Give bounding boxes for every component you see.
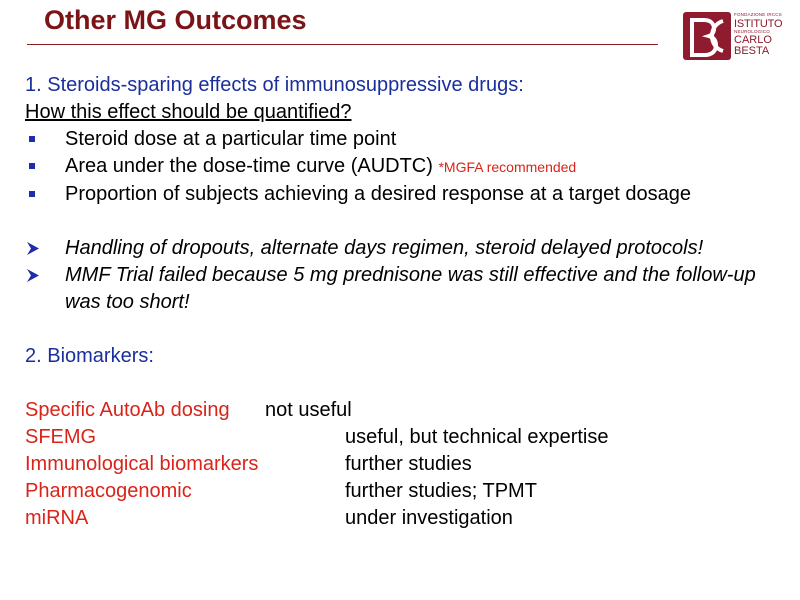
section-1-question: How this effect should be quantified? — [25, 101, 352, 123]
logo-wordmark — [734, 13, 784, 57]
biomarker-label: SFEMG — [25, 426, 97, 448]
logo-line-2: ISTITUTO — [734, 17, 783, 30]
bullet-note: *MGFA recommended — [438, 159, 577, 175]
biomarker-row — [25, 397, 785, 424]
square-bullet-icon — [29, 163, 35, 169]
biomarker-label: miRNA — [25, 507, 89, 529]
logo-line-5: BESTA — [734, 45, 770, 57]
bullet-text: Area under the dose-time curve (AUDTC) — [65, 155, 433, 177]
square-bullet-icon — [29, 136, 35, 142]
section-2-heading: 2. Biomarkers: — [25, 345, 154, 367]
institute-logo — [683, 12, 783, 62]
section-1-heading: 1. Steroids-sparing effects of immunosuppressive drugs: — [25, 74, 524, 96]
arrow-point — [25, 262, 785, 316]
arrow-bullet-icon — [26, 268, 40, 283]
bullet-item — [25, 181, 785, 208]
biomarker-value: useful, but technical expertise — [345, 426, 609, 448]
bullet-text: Proportion of subjects achieving a desired response at a target dosage — [65, 183, 691, 205]
besta-logo-icon — [683, 12, 731, 60]
biomarker-value: further studies — [345, 453, 472, 475]
biomarker-row — [25, 505, 785, 532]
bullet-text: Steroid dose at a particular time point — [65, 128, 397, 150]
biomarker-row — [25, 478, 785, 505]
square-bullet-icon — [29, 191, 35, 197]
biomarker-label: Pharmacogenomic — [25, 480, 192, 502]
biomarker-value: not useful — [265, 399, 352, 421]
logo-line-3: NEUROLOGICO — [734, 28, 770, 34]
logo-line-4: CARLO — [734, 34, 772, 46]
slide-title: Other MG Outcomes — [44, 5, 307, 35]
arrow-point-text: MMF Trial failed because 5 mg prednisone was still effective and the follow-up was too short! — [65, 264, 756, 313]
biomarker-row — [25, 424, 785, 451]
bullet-item — [25, 153, 785, 181]
title-divider — [27, 44, 658, 45]
biomarker-row — [25, 451, 785, 478]
arrow-bullet-icon — [26, 241, 40, 256]
logo-line-1: FONDAZIONE IRCCS — [734, 12, 782, 17]
slide-body — [25, 72, 785, 532]
bullet-item — [25, 126, 785, 153]
biomarker-value: further studies; TPMT — [345, 480, 537, 502]
biomarker-value: under investigation — [345, 507, 513, 529]
biomarker-label: Specific AutoAb dosing — [25, 399, 230, 421]
biomarker-label: Immunological biomarkers — [25, 453, 259, 475]
arrow-point-text: Handling of dropouts, alternate days regimen, steroid delayed protocols! — [65, 237, 704, 259]
arrow-point — [25, 235, 785, 262]
